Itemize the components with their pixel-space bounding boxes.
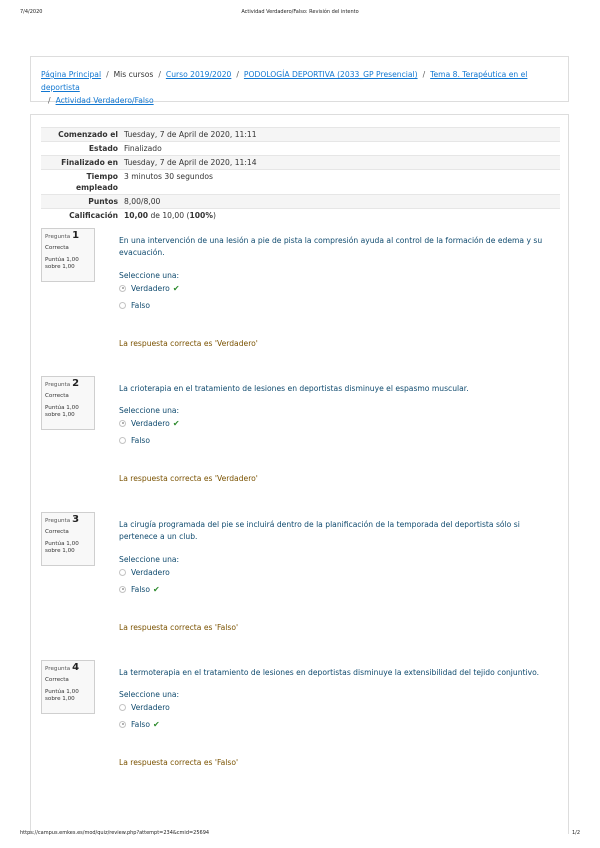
- print-date: 7/4/2020: [20, 9, 43, 15]
- question-state: Correcta: [45, 677, 69, 683]
- breadcrumb-separator: /: [158, 70, 161, 79]
- question-state: Correcta: [45, 529, 69, 535]
- select-one-prompt: Seleccione una:: [119, 271, 180, 280]
- option-label: Verdadero: [131, 568, 170, 577]
- answer-option-true[interactable]: [119, 703, 170, 712]
- check-icon: ✔: [153, 585, 160, 594]
- question-grade: [45, 405, 91, 419]
- question-number-value: 2: [72, 378, 80, 389]
- grade-line: sobre 1,00: [45, 264, 75, 270]
- summary-row: [41, 195, 560, 209]
- question-grade: [45, 541, 91, 555]
- summary-row: [41, 170, 560, 195]
- breadcrumb-topic-link[interactable]: Tema 8. Terapéutica en el deportista: [41, 70, 528, 92]
- check-icon: ✔: [172, 419, 180, 428]
- radio-unselected[interactable]: [119, 569, 126, 576]
- check-icon: ✔: [153, 720, 160, 729]
- print-page-number: 1/2: [571, 830, 580, 836]
- option-label: Verdadero: [131, 419, 170, 428]
- question-word: Pregunta: [45, 666, 71, 672]
- grade-line: Puntúa 1,00: [45, 541, 79, 547]
- summary-label: Calificación: [41, 209, 121, 223]
- question-word: Pregunta: [45, 382, 71, 388]
- summary-value: Tuesday, 7 de April de 2020, 11:14: [121, 156, 560, 170]
- summary-value: Tuesday, 7 de April de 2020, 11:11: [121, 128, 560, 142]
- correct-answer-feedback: La respuesta correcta es 'Falso': [119, 623, 239, 632]
- question-info: [41, 228, 95, 282]
- correct-answer-feedback: La respuesta correcta es 'Verdadero': [119, 339, 258, 348]
- breadcrumb-my-courses: Mis cursos: [113, 70, 154, 79]
- question-info: [41, 512, 95, 566]
- question-text: La termoterapia en el tratamiento de lesiones en deportistas disminuye la extensibilidad del tejido conjuntivo.: [119, 668, 540, 677]
- correct-answer-feedback: La respuesta correcta es 'Falso': [119, 758, 239, 767]
- radio-selected[interactable]: [119, 721, 126, 728]
- select-one-prompt: Seleccione una:: [119, 690, 180, 699]
- summary-label: Finalizado en: [41, 156, 121, 170]
- question-number: [45, 516, 91, 525]
- grade-line: Puntúa 1,00: [45, 689, 79, 695]
- grade-percent: 100%: [189, 211, 213, 220]
- question-text: En una intervención de una lesión a pie de pista la compresión ayuda al control de la formación de edema y su evacuación.: [119, 236, 543, 257]
- question-info: [41, 376, 95, 430]
- option-label: Falso: [131, 436, 151, 445]
- question-text: La cirugía programada del pie se incluirá dentro de la planificación de la temporada del deportista sólo si pertenece a un club.: [119, 520, 520, 541]
- select-one-prompt: Seleccione una:: [119, 406, 180, 415]
- summary-value: 3 minutos 30 segundos: [121, 170, 560, 195]
- answer-option-true[interactable]: [119, 419, 180, 428]
- summary-label: Estado: [41, 142, 121, 156]
- question-number-value: 4: [72, 662, 80, 673]
- radio-unselected[interactable]: [119, 704, 126, 711]
- summary-row: [41, 209, 560, 223]
- breadcrumb: [30, 56, 569, 105]
- breadcrumb-separator: /: [236, 70, 239, 79]
- breadcrumb-home-link[interactable]: Página Principal: [41, 70, 102, 79]
- answer-option-false[interactable]: [119, 720, 160, 729]
- summary-label: Tiempo empleado: [41, 170, 121, 195]
- question-grade: [45, 689, 91, 703]
- question-1: [41, 228, 560, 358]
- answer-option-true[interactable]: [119, 284, 180, 293]
- question-2: [41, 376, 560, 506]
- correct-answer-feedback: La respuesta correcta es 'Verdadero': [119, 474, 258, 483]
- answer-option-false[interactable]: [119, 301, 150, 310]
- summary-value: 8,00/8,00: [121, 195, 560, 209]
- answer-option-false[interactable]: [119, 436, 150, 445]
- print-url: https://campus.emkes.es/mod/quiz/review.php?attempt=234&cmid=25694: [20, 830, 210, 836]
- question-state: Correcta: [45, 393, 69, 399]
- attempt-review-region: [30, 114, 569, 834]
- radio-selected[interactable]: [119, 586, 126, 593]
- option-label: Falso: [131, 301, 151, 310]
- summary-row: [41, 142, 560, 156]
- grade-line: sobre 1,00: [45, 412, 75, 418]
- grade-close: ): [212, 211, 216, 220]
- question-number: [45, 232, 91, 241]
- breadcrumb-course-link[interactable]: Curso 2019/2020: [165, 70, 232, 79]
- select-one-prompt: Seleccione una:: [119, 555, 180, 564]
- breadcrumb-separator: /: [106, 70, 109, 79]
- question-number: [45, 380, 91, 389]
- question-state: Correcta: [45, 245, 69, 251]
- question-text: La crioterapia en el tratamiento de lesiones en deportistas disminuye el espasmo muscular.: [119, 384, 469, 393]
- grade-line: Puntúa 1,00: [45, 405, 79, 411]
- radio-selected[interactable]: [119, 285, 126, 292]
- radio-selected[interactable]: [119, 420, 126, 427]
- question-number-value: 3: [72, 514, 80, 525]
- breadcrumb-subject-link[interactable]: PODOLOGÍA DEPORTIVA (2033_GP Presencial): [243, 70, 418, 79]
- question-number: [45, 664, 91, 673]
- option-label: Verdadero: [131, 703, 170, 712]
- radio-unselected[interactable]: [119, 302, 126, 309]
- breadcrumb-separator: /: [48, 96, 51, 105]
- summary-row: [41, 128, 560, 142]
- grade-line: sobre 1,00: [45, 696, 75, 702]
- summary-label: Puntos: [41, 195, 121, 209]
- question-number-value: 1: [72, 230, 80, 241]
- breadcrumb-activity-link[interactable]: Actividad Verdadero/Falso: [55, 96, 154, 105]
- question-3: [41, 512, 560, 642]
- option-label: Verdadero: [131, 284, 170, 293]
- grade-line: Puntúa 1,00: [45, 257, 79, 263]
- breadcrumb-separator: /: [422, 70, 426, 79]
- summary-value: [121, 209, 560, 223]
- print-title: Actividad Verdadero/Falso: Revisión del intento: [241, 9, 359, 15]
- question-word: Pregunta: [45, 518, 71, 524]
- summary-row: [41, 156, 560, 170]
- grade-line: sobre 1,00: [45, 548, 75, 554]
- grade-score: 10,00: [124, 211, 149, 220]
- answer-option-true[interactable]: [119, 568, 170, 577]
- question-4: [41, 660, 560, 790]
- answer-option-false[interactable]: [119, 585, 160, 594]
- option-label: Falso: [131, 585, 151, 594]
- summary-label: Comenzado el: [41, 128, 121, 142]
- question-word: Pregunta: [45, 234, 71, 240]
- grade-of: de 10,00 (: [148, 211, 190, 220]
- question-grade: [45, 257, 91, 271]
- summary-value: Finalizado: [121, 142, 560, 156]
- radio-unselected[interactable]: [119, 437, 126, 444]
- option-label: Falso: [131, 720, 151, 729]
- attempt-summary-table: [41, 127, 560, 222]
- check-icon: ✔: [172, 284, 180, 293]
- question-info: [41, 660, 95, 714]
